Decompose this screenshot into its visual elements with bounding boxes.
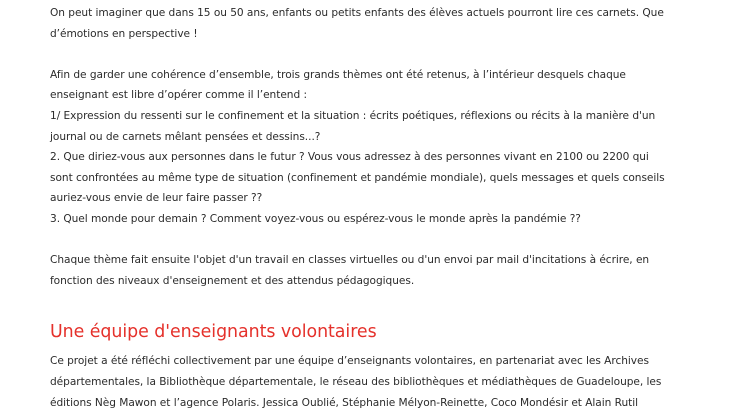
section-heading: Une équipe d'enseignants volontaires	[50, 322, 377, 343]
text-line: fonction des niveaux d'enseignement et des attendus pédagogiques.	[50, 274, 415, 287]
text-line: Ce projet a été réfléchi collectivement par une équipe d’enseignants volontaires, en partenariat avec les Archives	[50, 355, 649, 368]
text-line: journal ou de carnets mêlant pensées et dessins...?	[50, 130, 321, 143]
text-line: Chaque thème fait ensuite l'objet d'un travail en classes virtuelles ou d'un envoi par mail d'incitations à écrire, en	[50, 254, 650, 267]
text-line: 2. Que diriez-vous aux personnes dans le futur ? Vous vous adressez à des personnes vivant en 2100 ou 2200 qui	[50, 151, 649, 164]
text-line: On peut imaginer que dans 15 ou 50 ans, enfants ou petits enfants des élèves actuels pourront lire ces carnets. Que	[50, 7, 664, 19]
paragraph-spacer	[50, 230, 690, 251]
text-line: auriez-vous envie de leur faire passer ??	[50, 192, 263, 205]
text-line: 3. Quel monde pour demain ? Comment voyez-vous ou espérez-vous le monde après la pandémie ??	[50, 212, 581, 225]
text-line: sont confrontées au même type de situation (confinement et pandémie mondiale), quels messages et quels conseils	[50, 171, 665, 184]
text-line: enseignant est libre d’opérer comme il l’entend :	[50, 89, 307, 102]
paragraph-spacer	[50, 291, 690, 321]
text-line: Afin de garder une cohérence d’ensemble, trois grands thèmes ont été retenus, à l’intérieur desquels chaque	[50, 68, 626, 81]
heading-spacer	[50, 343, 690, 351]
paragraph-spacer	[50, 44, 690, 65]
text-line: départementales, la Bibliothèque départementale, le réseau des bibliothèques et médiathèques de Guadeloupe, les	[50, 375, 662, 388]
document-body	[50, 3, 690, 410]
text-line: d’émotions en perspective !	[50, 27, 198, 40]
text-line: 1/ Expression du ressenti sur le confinement et la situation : écrits poétiques, réflexions ou récits à la manière d'un	[50, 109, 656, 122]
text-line: éditions Nèg Mawon et l’agence Polaris. Jessica Oublié, Stéphanie Mélyon-Reinette, Coco Mondésir et Alain Rutil	[50, 396, 639, 409]
